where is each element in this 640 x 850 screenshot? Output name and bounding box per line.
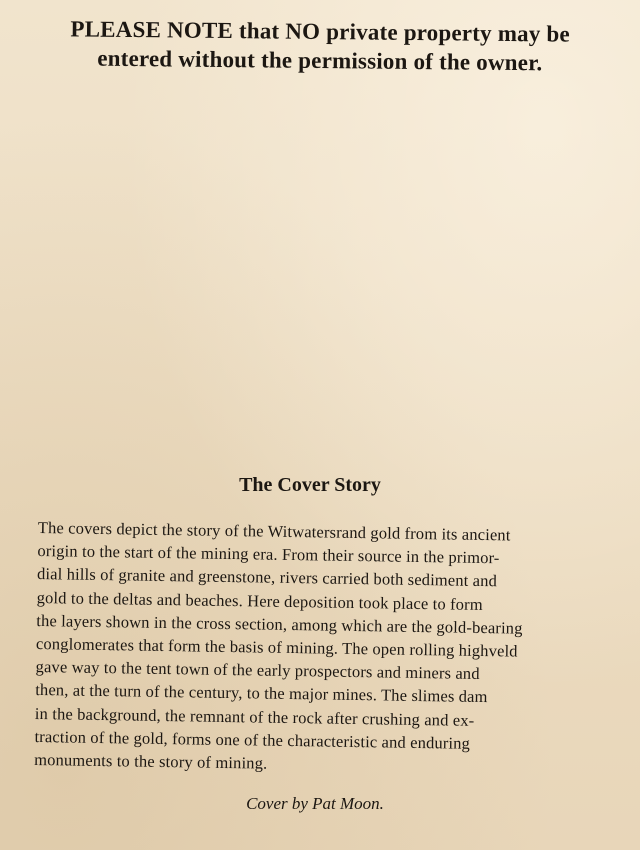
notice-line-2: entered without the permission of the owner. [97,45,543,76]
cover-credit: Cover by Pat Moon. [246,794,384,813]
body-line: dial hills of granite and greenstone, rivers carried both sediment and [36,564,498,591]
body-line: gave way to the tent town of the early prospectors and miners and [35,657,480,684]
body-line: origin to the start of the mining era. From their source in the primor- [37,541,500,568]
body-line: in the background, the remnant of the rock after crushing and ex- [34,703,475,730]
cover-story-body [34,516,598,780]
body-line: gold to the deltas and beaches. Here deposition took place to form [36,587,483,614]
body-line: the layers shown in the cross section, among which are the gold-bearing [36,610,523,638]
body-line: The covers depict the story of the Witwatersrand gold from its ancient [37,517,511,545]
body-line: then, at the turn of the century, to the major mines. The slimes dam [35,680,488,707]
cover-story-title: The Cover Story [239,474,381,496]
body-line: monuments to the story of mining. [34,750,268,773]
property-notice [20,14,621,78]
body-line: traction of the gold, forms one of the characteristic and enduring [34,726,471,753]
body-line: conglomerates that form the basis of mining. The open rolling highveld [35,634,518,661]
notice-line-1: PLEASE NOTE that NO private property may be [70,16,571,47]
